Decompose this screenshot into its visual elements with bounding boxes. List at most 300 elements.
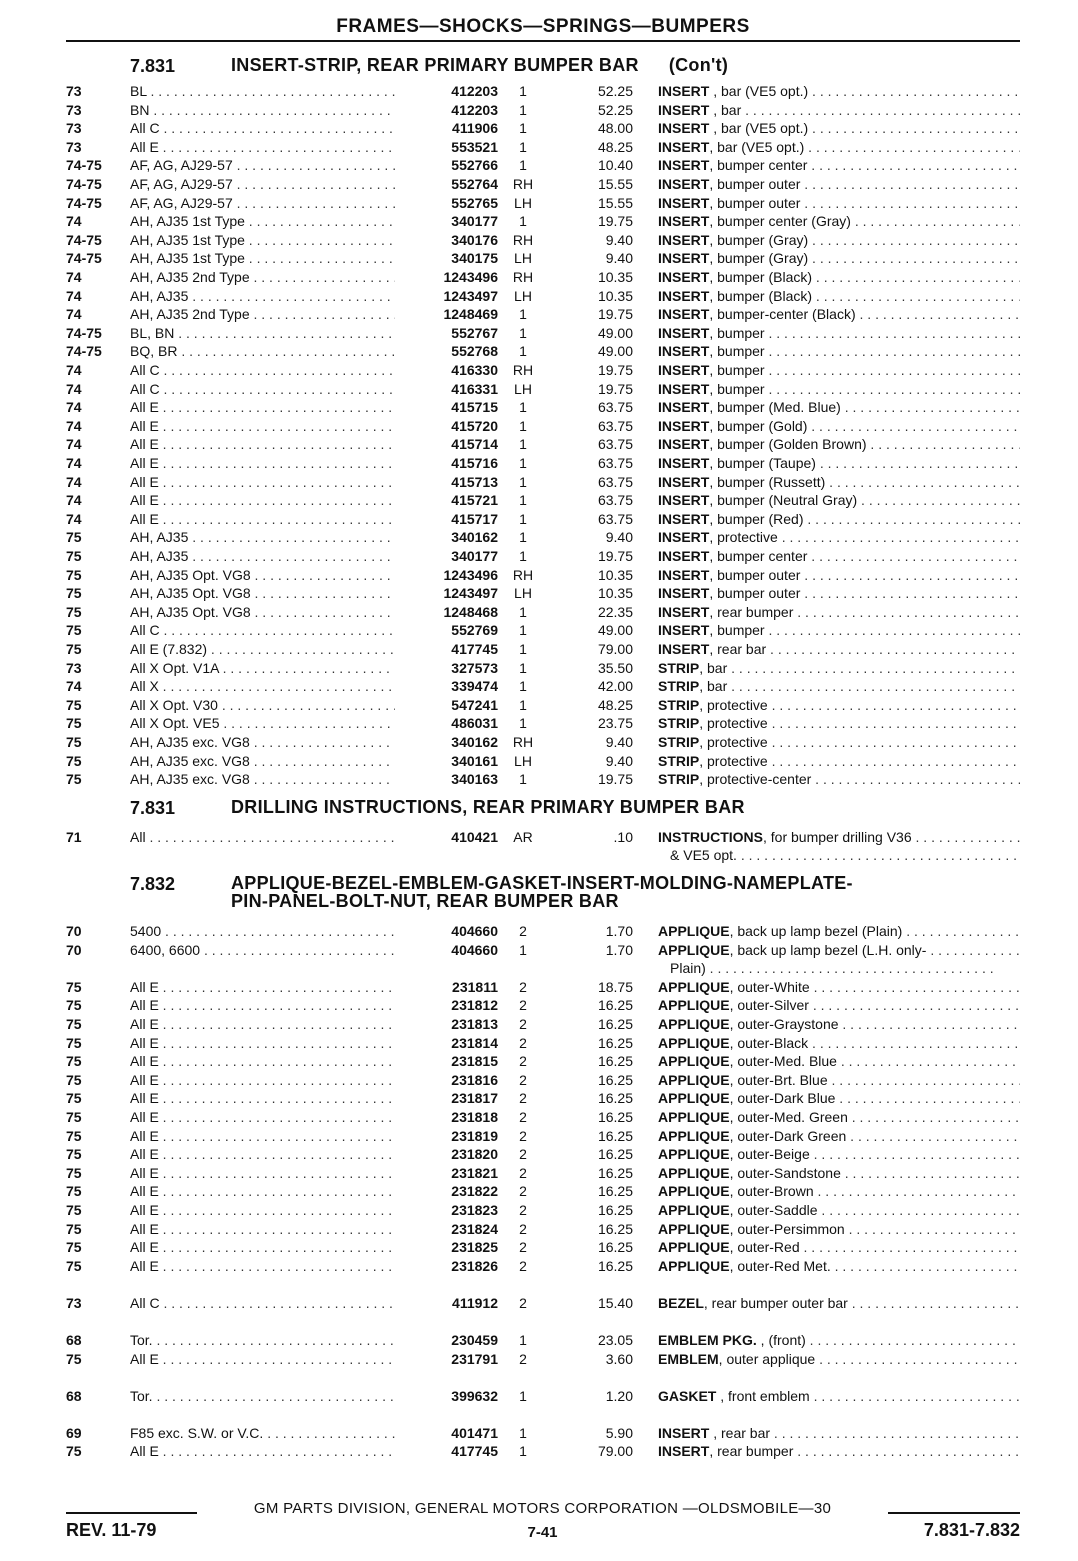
section-title-text: APPLIQUE-BEZEL-EMBLEM-GASKET-INSERT-MOLDING-NAMEPLATE- [231, 873, 853, 893]
model-cell: Tor. . . . [130, 1387, 395, 1405]
description-text: , protective-center [699, 771, 812, 788]
description-keyword: STRIP [658, 771, 700, 788]
description-text: , (front) [756, 1332, 806, 1348]
description-cell [658, 1127, 1020, 1145]
price-cell: 16.25 [597, 1016, 633, 1032]
description-cell [658, 361, 1020, 379]
year-cell: 74 [66, 269, 82, 285]
part-number-cell: 412203 [451, 83, 498, 99]
price-cell: 52.25 [597, 101, 633, 118]
price-cell: 5.90 [605, 1424, 633, 1441]
description-text: , bumper center [709, 157, 808, 174]
description-keyword: INSERT [658, 194, 710, 211]
section-code: 7.831 [130, 798, 176, 818]
price-cell: 16.25 [597, 997, 633, 1014]
year-cell: 75 [66, 997, 82, 1014]
description-cell [658, 156, 1020, 174]
price-cell: 52.25 [597, 83, 633, 99]
description-text: , bumper (Russett) [709, 473, 826, 490]
price-cell: 15.40 [597, 1294, 633, 1311]
quantity-cell: AR [513, 829, 533, 845]
price-cell: 16.25 [597, 1164, 633, 1181]
description-keyword: APPLIQUE [658, 997, 730, 1014]
description-keyword: APPLIQUE [658, 1127, 730, 1144]
quantity-cell: LH [514, 585, 532, 602]
part-number-cell: 416330 [451, 362, 498, 378]
description-cell [658, 175, 1020, 193]
quantity-cell: 2 [519, 978, 527, 995]
description-text: , outer-Beige [729, 1146, 810, 1163]
description-cell [658, 119, 1020, 137]
part-number-cell: 231817 [451, 1090, 498, 1107]
model-cell: All E . . . [130, 1442, 395, 1460]
quantity-cell: 2 [519, 1127, 527, 1144]
model-cell: All C . . . [130, 621, 395, 639]
part-number-cell: 415714 [451, 436, 498, 453]
price-cell: 1.20 [605, 1387, 633, 1404]
year-cell: 75 [66, 566, 82, 583]
description-cell [658, 1089, 1020, 1107]
part-number-cell: 231825 [451, 1239, 498, 1256]
part-number-cell: 552766 [451, 157, 498, 174]
description-cell [658, 342, 1020, 360]
model-cell: AH, AJ35 1st Type . . . [130, 212, 395, 230]
price-cell: 19.75 [597, 548, 633, 564]
quantity-cell: 1 [519, 1332, 527, 1348]
quantity-cell: RH [512, 231, 534, 248]
parts-row [0, 324, 1078, 342]
part-number-cell: 231820 [451, 1146, 498, 1163]
header-rule [66, 40, 1020, 42]
quantity-cell: 2 [519, 1016, 527, 1032]
price-cell: 48.25 [597, 696, 633, 713]
year-cell: 75 [66, 1146, 82, 1163]
model-cell: All E . . . [130, 1201, 395, 1219]
model-cell: All E . . . [130, 510, 395, 528]
description-continuation: Plain) . . . [670, 959, 1020, 977]
section-title [231, 874, 1011, 910]
part-number-cell: 404660 [451, 941, 498, 958]
part-number-cell: 340162 [451, 734, 498, 750]
year-cell: 75 [66, 1071, 82, 1088]
model-cell: Tor. . . . [130, 1331, 395, 1349]
year-cell: 75 [66, 585, 82, 602]
parts-row [0, 1238, 1078, 1256]
year-cell: 75 [66, 771, 82, 788]
part-number-cell: 404660 [451, 923, 498, 939]
description-cell [658, 324, 1020, 342]
parts-row [0, 1201, 1078, 1219]
description-cell [658, 621, 1020, 639]
quantity-cell: RH [512, 269, 534, 285]
section-title-continued: (Con't) [668, 55, 729, 75]
description-cell [658, 714, 1020, 732]
description-text: , bar (VE5 opt.) [709, 138, 805, 155]
description-keyword: APPLIQUE [658, 1034, 730, 1051]
price-cell: 16.25 [597, 1090, 633, 1107]
year-cell: 75 [66, 622, 82, 639]
description-cell [658, 733, 1020, 751]
description-keyword: APPLIQUE [658, 978, 730, 995]
description-text: , bumper (Black) [709, 269, 813, 285]
description-cell [658, 1257, 1020, 1275]
description-cell [658, 491, 1020, 509]
description-keyword: APPLIQUE [658, 923, 730, 939]
parts-row [0, 138, 1078, 156]
part-number-cell: 412203 [451, 101, 498, 118]
description-cell [658, 1442, 1020, 1460]
description-cell [658, 1108, 1020, 1126]
year-cell: 75 [66, 529, 82, 546]
description-keyword: EMBLEM [658, 1350, 719, 1367]
description-keyword: APPLIQUE [658, 1016, 730, 1032]
description-keyword: INSERT [658, 436, 710, 453]
part-number-cell: 340161 [451, 752, 498, 769]
description-text: , bumper [709, 380, 765, 397]
year-cell: 75 [66, 1239, 82, 1256]
quantity-cell: 2 [519, 923, 527, 939]
year-cell: 74 [66, 473, 82, 490]
quantity-cell: 1 [519, 941, 527, 958]
model-cell: All E . . . [130, 1071, 395, 1089]
model-cell: All E . . . [130, 1145, 395, 1163]
year-cell: 74-75 [66, 231, 102, 248]
description-cell [658, 828, 1020, 846]
quantity-cell: 1 [519, 417, 527, 434]
parts-row [0, 528, 1078, 546]
parts-row [0, 1108, 1078, 1126]
description-keyword: INSERT [658, 120, 710, 137]
description-keyword: APPLIQUE [658, 1257, 730, 1274]
model-cell: All E . . . [130, 398, 395, 416]
part-number-cell: 411906 [452, 120, 498, 137]
quantity-cell: 1 [519, 715, 527, 732]
year-cell: 74 [66, 380, 82, 397]
part-number-cell: 231811 [452, 978, 498, 995]
parts-row [0, 941, 1078, 976]
year-cell: 74-75 [66, 176, 102, 192]
year-cell: 68 [66, 1387, 82, 1404]
description-keyword: INSERT [658, 603, 710, 620]
description-text: , bar [699, 678, 728, 695]
model-cell: All X Opt. V30 . . . [130, 696, 395, 714]
description-keyword: INSERT [658, 380, 710, 397]
description-keyword: INSERT [658, 306, 710, 323]
price-cell: 63.75 [597, 399, 633, 416]
description-text: , outer applique [718, 1350, 816, 1367]
description-keyword: STRIP [658, 734, 700, 750]
parts-row [0, 828, 1078, 863]
model-cell: All E . . . [130, 1127, 395, 1145]
parts-row [0, 398, 1078, 416]
year-cell: 75 [66, 715, 82, 732]
description-cell [658, 603, 1020, 621]
description-text: , bumper center [709, 548, 808, 564]
parts-row [0, 473, 1078, 491]
quantity-cell: 2 [519, 1109, 527, 1125]
description-keyword: APPLIQUE [658, 1090, 730, 1107]
year-cell: 75 [66, 641, 82, 657]
part-number-cell: 417745 [451, 1443, 498, 1460]
price-cell: 63.75 [597, 455, 633, 471]
quantity-cell: 1 [519, 1443, 527, 1460]
price-cell: 10.35 [597, 585, 633, 602]
description-text: , outer-Med. Green [729, 1109, 848, 1125]
quantity-cell: 2 [519, 1183, 527, 1200]
description-cell [658, 231, 1020, 249]
section-title-text-line2: PIN-PANEL-BOLT-NUT, REAR BUMPER BAR [231, 891, 619, 911]
description-cell [658, 677, 1020, 695]
description-cell [658, 566, 1020, 584]
price-cell: 16.25 [597, 1053, 633, 1070]
part-number-cell: 415717 [451, 510, 498, 527]
part-number-cell: 547241 [451, 696, 498, 713]
year-cell: 73 [66, 659, 82, 676]
year-cell: 75 [66, 1016, 82, 1032]
footer-revision: REV. 11-79 [66, 1520, 157, 1540]
quantity-cell: LH [514, 287, 532, 304]
description-cell [658, 101, 1020, 119]
parts-row [0, 268, 1078, 286]
model-cell: All E . . . [130, 435, 395, 453]
description-cell [658, 941, 1020, 959]
part-number-cell: 231824 [451, 1220, 498, 1237]
quantity-cell: 1 [519, 436, 527, 453]
description-keyword: APPLIQUE [658, 1239, 730, 1256]
description-cell [658, 922, 1020, 940]
part-number-cell: 415716 [451, 455, 498, 471]
description-cell [658, 640, 1020, 658]
description-text: , bumper outer [709, 566, 801, 583]
description-text: , bumper (Golden Brown) [709, 436, 867, 453]
part-number-cell: 411912 [452, 1294, 498, 1311]
year-cell: 74 [66, 306, 82, 323]
parts-row [0, 361, 1078, 379]
description-text: , back up lamp bezel (L.H. only- [729, 941, 927, 958]
part-number-cell: 552769 [451, 622, 498, 639]
page-header-title: FRAMES—SHOCKS—SPRINGS—BUMPERS [336, 16, 750, 37]
quantity-cell: 2 [519, 1350, 527, 1367]
description-keyword: BEZEL [658, 1294, 704, 1311]
description-keyword: INSERT [658, 362, 710, 378]
model-cell: AH, AJ35 exc. VG8 . . . [130, 770, 395, 788]
description-keyword: INSERT [658, 213, 710, 230]
footer-page-number: 7-41 [527, 1524, 558, 1541]
description-cell [658, 510, 1020, 528]
model-cell: AH, AJ35 Opt. VG8 . . . [130, 566, 395, 584]
part-number-cell: 415720 [451, 417, 498, 434]
model-cell: F85 exc. S.W. or V.C. . . . [130, 1424, 395, 1442]
model-cell: All E . . . [130, 1089, 395, 1107]
description-text: , front emblem [716, 1387, 810, 1404]
section-title-text: DRILLING INSTRUCTIONS, REAR PRIMARY BUMPER BAR [231, 797, 745, 817]
description-cell [658, 1052, 1020, 1070]
description-text: , bumper [709, 343, 765, 360]
year-cell: 68 [66, 1332, 82, 1348]
part-number-cell: 340176 [451, 231, 498, 248]
price-cell: 15.55 [597, 194, 633, 211]
description-text: , outer-Brown [729, 1183, 814, 1200]
price-cell: 23.75 [597, 715, 633, 732]
year-cell: 75 [66, 548, 82, 564]
description-cell [658, 82, 1020, 100]
description-keyword: INSERT [658, 1443, 710, 1460]
year-cell: 74-75 [66, 194, 102, 211]
year-cell: 69 [66, 1424, 82, 1441]
description-keyword: INSERT [658, 492, 710, 509]
year-cell: 74-75 [66, 250, 102, 267]
model-cell: All X . . . [130, 677, 395, 695]
model-cell: AF, AG, AJ29-57 . . . [130, 194, 395, 212]
part-number-cell: 340177 [451, 213, 498, 230]
description-keyword: INSERT [658, 566, 710, 583]
part-number-cell: 399632 [451, 1387, 498, 1404]
description-cell [658, 1164, 1020, 1182]
part-number-cell: 1243496 [443, 269, 498, 285]
description-cell [658, 1238, 1020, 1256]
model-cell: All E . . . [130, 1257, 395, 1275]
price-cell: 63.75 [597, 417, 633, 434]
description-text: , protective [699, 696, 768, 713]
description-cell [658, 194, 1020, 212]
year-cell: 75 [66, 1164, 82, 1181]
model-cell: AH, AJ35 exc. VG8 . . . [130, 752, 395, 770]
description-keyword: STRIP [658, 752, 700, 769]
description-keyword: INSERT [658, 548, 710, 564]
model-cell: AH, AJ35 1st Type . . . [130, 249, 395, 267]
quantity-cell: RH [512, 176, 534, 192]
footer-publisher: GM PARTS DIVISION, GENERAL MOTORS CORPORATION —OLDSMOBILE—30 [253, 1500, 832, 1517]
price-cell: 10.40 [597, 157, 633, 174]
description-keyword: APPLIQUE [658, 1053, 730, 1070]
year-cell: 74 [66, 213, 82, 230]
quantity-cell: 1 [519, 324, 527, 341]
model-cell: All E . . . [130, 1350, 395, 1368]
year-cell: 75 [66, 1443, 82, 1460]
description-cell [658, 454, 1020, 472]
model-cell: 6400, 6600 . . . [130, 941, 395, 959]
parts-row [0, 996, 1078, 1014]
description-text: , bumper [709, 324, 765, 341]
description-text: , protective [699, 734, 768, 750]
price-cell: 49.00 [597, 622, 633, 639]
year-cell: 73 [66, 101, 82, 118]
model-cell: AF, AG, AJ29-57 . . . [130, 175, 395, 193]
parts-row [0, 1350, 1078, 1368]
description-text: , bumper (Gray) [709, 231, 809, 248]
price-cell: 22.35 [597, 603, 633, 620]
model-cell: All E . . . [130, 1015, 395, 1033]
parts-row [0, 1182, 1078, 1200]
description-text: , bumper [709, 622, 765, 639]
quantity-cell: 2 [519, 1239, 527, 1256]
year-cell: 75 [66, 1183, 82, 1200]
parts-row [0, 770, 1078, 788]
year-cell: 75 [66, 1090, 82, 1107]
quantity-cell: 1 [519, 1424, 527, 1441]
parts-row [0, 1257, 1078, 1275]
quantity-cell: 2 [519, 1294, 527, 1311]
description-keyword: INSERT [658, 417, 710, 434]
quantity-cell: RH [512, 362, 534, 378]
description-text: , outer-Brt. Blue [729, 1071, 828, 1088]
quantity-cell: 2 [519, 1220, 527, 1237]
description-keyword: INSERT [658, 138, 710, 155]
description-cell [658, 138, 1020, 156]
parts-row [0, 922, 1078, 940]
quantity-cell: RH [512, 566, 534, 583]
model-cell: All X Opt. V1A . . . [130, 659, 395, 677]
quantity-cell: 1 [519, 306, 527, 323]
year-cell: 74-75 [66, 157, 102, 174]
price-cell: 10.35 [597, 566, 633, 583]
model-cell: All E . . . [130, 1238, 395, 1256]
model-cell: AH, AJ35 . . . [130, 287, 395, 305]
price-cell: 19.75 [597, 771, 633, 788]
part-number-cell: 231791 [451, 1350, 498, 1367]
description-keyword: INSERT [658, 83, 710, 99]
part-number-cell: 1243497 [443, 287, 498, 304]
parts-row [0, 1127, 1078, 1145]
description-keyword: STRIP [658, 696, 700, 713]
description-cell [658, 752, 1020, 770]
description-text: , outer-Graystone [729, 1016, 839, 1032]
part-number-cell: 231816 [451, 1071, 498, 1088]
description-text: , outer-Red Met. [729, 1257, 831, 1274]
description-text: , rear bumper [709, 603, 794, 620]
parts-row [0, 1442, 1078, 1460]
description-text: , bumper center (Gray) [709, 213, 851, 230]
section-title [231, 798, 1011, 816]
price-cell: 16.25 [597, 1034, 633, 1051]
parts-row [0, 1071, 1078, 1089]
part-number-cell: 553521 [451, 138, 498, 155]
quantity-cell: 1 [519, 548, 527, 564]
quantity-cell: 1 [519, 1387, 527, 1404]
price-cell: 9.40 [605, 529, 633, 546]
description-continuation: & VE5 opt. . . . [670, 846, 1020, 864]
quantity-cell: 2 [519, 1071, 527, 1088]
price-cell: 16.25 [597, 1146, 633, 1163]
description-text: , outer-Persimmon [729, 1220, 845, 1237]
parts-row [0, 194, 1078, 212]
parts-row [0, 566, 1078, 584]
part-number-cell: 340162 [451, 529, 498, 546]
description-cell [658, 417, 1020, 435]
description-keyword: INSERT [658, 399, 710, 416]
description-keyword: APPLIQUE [658, 1164, 730, 1181]
model-cell: All C . . . [130, 1294, 395, 1312]
model-cell: AH, AJ35 Opt. VG8 . . . [130, 584, 395, 602]
description-keyword: STRIP [658, 715, 700, 732]
year-cell: 74 [66, 492, 82, 509]
parts-row [0, 342, 1078, 360]
description-cell [658, 584, 1020, 602]
parts-row [0, 156, 1078, 174]
quantity-cell: LH [514, 250, 532, 267]
description-text: , outer-Red [729, 1239, 800, 1256]
year-cell: 75 [66, 734, 82, 750]
parts-row [0, 1145, 1078, 1163]
parts-row [0, 621, 1078, 639]
parts-row [0, 119, 1078, 137]
parts-row [0, 1052, 1078, 1070]
description-cell [658, 1034, 1020, 1052]
price-cell: 48.00 [597, 120, 633, 137]
description-keyword: APPLIQUE [658, 941, 730, 958]
description-keyword: APPLIQUE [658, 1109, 730, 1125]
parts-row [0, 677, 1078, 695]
